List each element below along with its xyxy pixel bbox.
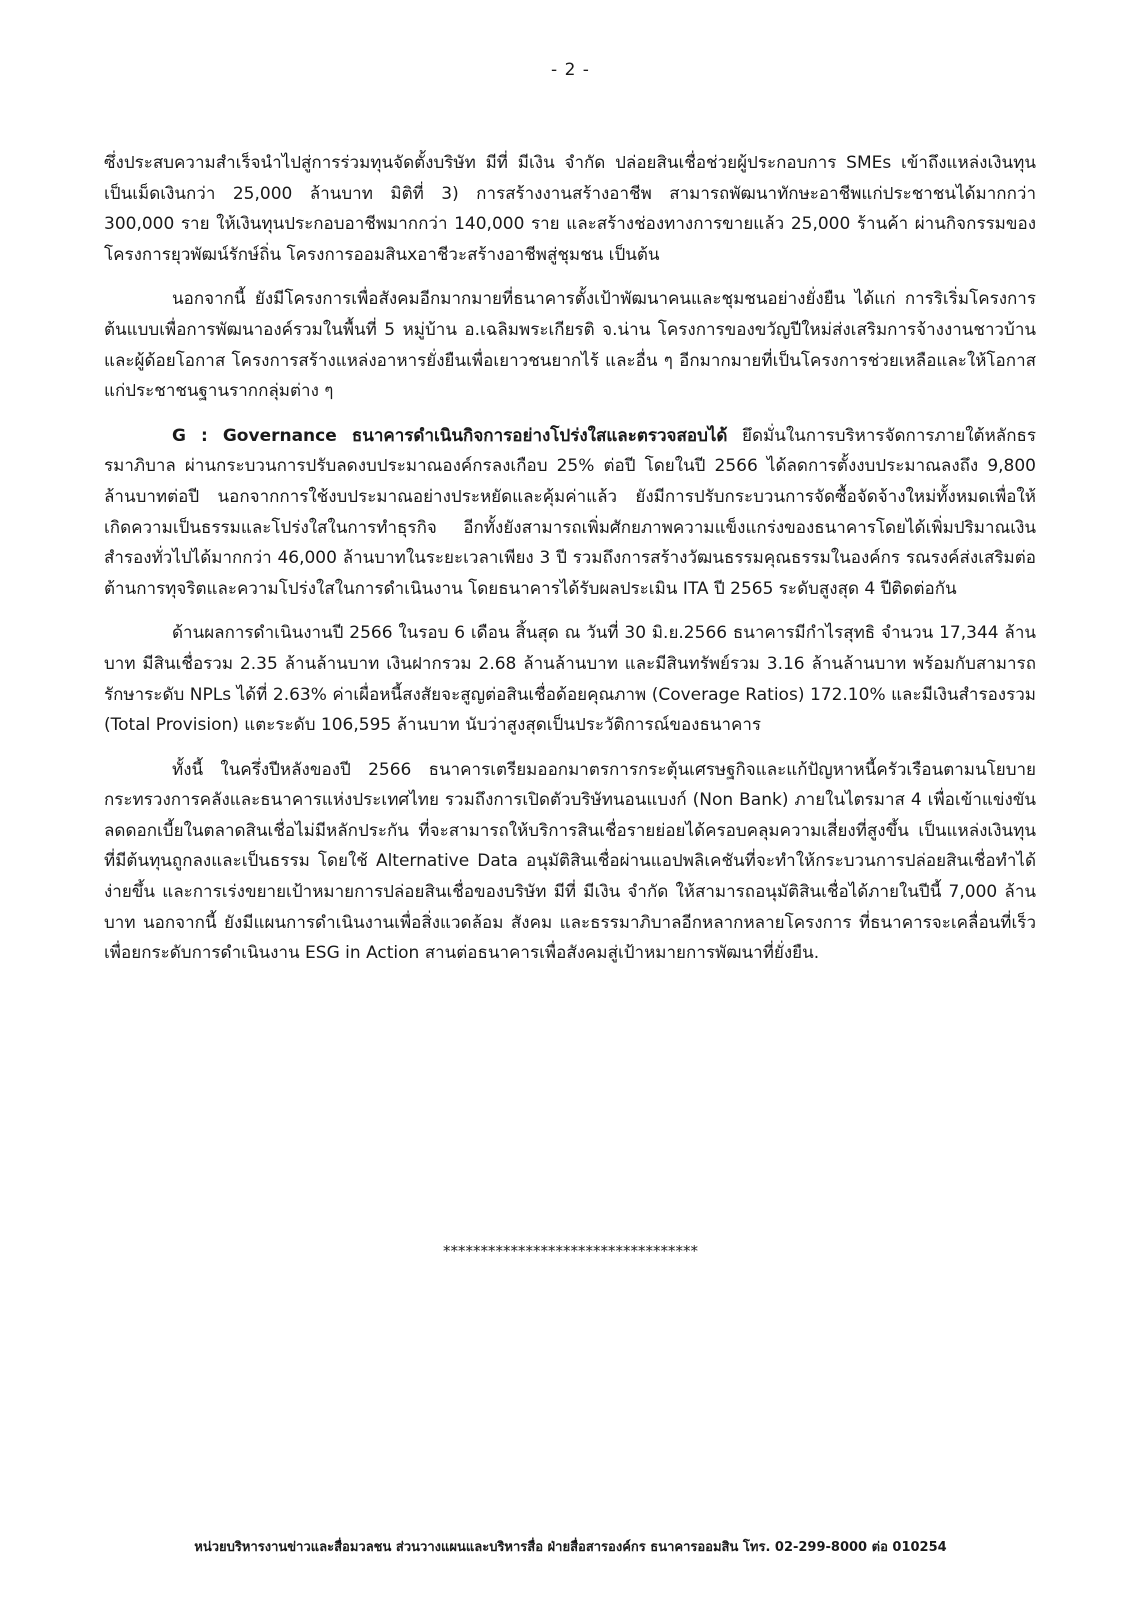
paragraph-performance: ด้านผลการดำเนินงานปี 2566 ในรอบ 6 เดือน สิ้นสุด ณ วันที่ 30 มิ.ย.2566 ธนาคารมีกำไรสุทธิ จำนวน 17,344 ล้านบาท มีสินเชื่อรวม 2.35 ล้านล้านบาท เงินฝากรวม 2.68 ล้านล้านบาท และมีสินทรัพย์รวม 3.16 ล้านล้านบาท พร้อมกับสามารถรักษาระดับ NPLs ได้ที่ 2.63% ค่าเผื่อหนี้สงสัยจะสูญต่อสินเชื่อด้อยคุณภาพ (Coverage Ratios) 172.10% และมีเงินสำรองรวม (Total Provision) แตะระดับ 106,595 ล้านบาท นับว่าสูงสุดเป็นประวัติการณ์ของธนาคาร (104, 623, 1036, 736)
governance-body: ยึดมั่นในการบริหารจัดการภายใต้หลักธรรมาภิบาล ผ่านกระบวนการปรับลดงบประมาณองค์กรลงเกือบ 25% ต่อปี โดยในปี 2566 ได้ลดการตั้งงบประมาณลงถึง 9,800 ล้านบาทต่อปี นอกจากการใช้งบประมาณอย่างประหยัดและคุ้มค่าแล้ว ยังมีการปรับกระบวนการจัดซื้อจัดจ้างใหม่ทั้งหมดเพื่อให้เกิดความเป็นธรรมและโปร่งใสในการทำธุรกิจ อีกทั้งยังสามารถเพิ่มศักยภาพความแข็งแกร่งของธนาคารโดยได้เพิ่มปริมาณเงินสำรองทั่วไปได้มากกว่า 46,000 ล้านบาทในระยะเวลาเพียง 3 ปี รวมถึงการสร้างวัฒนธรรมคุณธรรมในองค์กร รณรงค์ส่งเสริมต่อต้านการทุจริตและความโปร่งใสในการดำเนินงาน โดยธนาคารได้รับผลประเมิน ITA ปี 2565 ระดับสูงสุด 4 ปีติดต่อกัน (104, 425, 1036, 599)
paragraph-outlook: ทั้งนี้ ในครึ่งปีหลังของปี 2566 ธนาคารเตรียมออกมาตรการกระตุ้นเศรษฐกิจและแก้ปัญหาหนี้ครัวเรือนตามนโยบายกระทรวงการคลังและธนาคารแห่งประเทศไทย รวมถึงการเปิดตัวบริษัทนอนแบงก์ (Non Bank) ภายในไตรมาส 4 เพื่อเข้าแข่งขันลดดอกเบี้ยในตลาดสินเชื่อไม่มีหลักประกัน ที่จะสามารถให้บริการสินเชื่อรายย่อยได้ครอบคลุมความเสี่ยงที่สูงขึ้น เป็นแหล่งเงินทุนที่มีต้นทุนถูกลงและเป็นธรรม โดยใช้ Alternative Data อนุมัติสินเชื่อผ่านแอปพลิเคชันที่จะทำให้กระบวนการปล่อยสินเชื่อทำได้ง่ายขึ้น และการเร่งขยายเป้าหมายการปล่อยสินเชื่อของบริษัท มีที่ มีเงิน จำกัด ให้สามารถอนุมัติสินเชื่อได้ภายในปีนี้ 7,000 ล้านบาท นอกจากนี้ ยังมีแผนการดำเนินงานเพื่อสิ่งแวดล้อม สังคม และธรรมาภิบาลอีกหลากหลายโครงการ ที่ธนาคารจะเคลื่อนที่เร็วเพื่อยกระดับการดำเนินงาน ESG in Action สานต่อธนาคารเพื่อสังคมสู่เป้าหมายการพัฒนาที่ยั่งยืน. (104, 759, 1036, 964)
page-number: - 2 - (551, 60, 590, 80)
governance-heading: G : Governance ธนาคารดำเนินกิจการอย่างโปร่งใสและตรวจสอบได้ (172, 425, 728, 446)
end-divider: ********************************** (443, 1242, 698, 1260)
paragraph-governance (104, 421, 1036, 605)
paragraph-social-projects: นอกจากนี้ ยังมีโครงการเพื่อสังคมอีกมากมายที่ธนาคารตั้งเป้าพัฒนาคนและชุมชนอย่างยั่งยืน ได้แก่ การริเริ่มโครงการต้นแบบเพื่อการพัฒนาองค์รวมในพื้นที่ 5 หมู่บ้าน อ.เฉลิมพระเกียรติ จ.น่าน โครงการของขวัญปีใหม่ส่งเสริมการจ้างงานชาวบ้านและผู้ด้อยโอกาส โครงการสร้างแหล่งอาหารยั่งยืนเพื่อเยาวชนยากไร้ และอื่น ๆ อีกมากมายที่เป็นโครงการช่วยเหลือและให้โอกาสแก่ประชาชนฐานรากกลุ่มต่าง ๆ (104, 289, 1036, 402)
paragraph-social-continued: ซึ่งประสบความสำเร็จนำไปสู่การร่วมทุนจัดตั้งบริษัท มีที่ มีเงิน จำกัด ปล่อยสินเชื่อช่วยผู้ประกอบการ SMEs เข้าถึงแหล่งเงินทุนเป็นเม็ดเงินกว่า 25,000 ล้านบาท มิติที่ 3) การสร้างงานสร้างอาชีพ สามารถพัฒนาทักษะอาชีพแก่ประชาชนได้มากกว่า 300,000 ราย ให้เงินทุนประกอบอาชีพมากกว่า 140,000 ราย และสร้างช่องทางการขายแล้ว 25,000 ร้านค้า ผ่านกิจกรรมของโครงการยุวพัฒน์รักษ์ถิ่น โครงการออมสินxอาชีวะสร้างอาชีพสู่ชุมชน เป็นต้น (104, 153, 1036, 265)
footer-contact: หน่วยบริหารงานข่าวและสื่อมวลชน ส่วนวางแผนและบริหารสื่อ ฝ่ายสื่อสารองค์กร ธนาคารออมสิน โทร. 02-299-8000 ต่อ 010254 (194, 1540, 947, 1555)
document-body (104, 148, 1036, 983)
